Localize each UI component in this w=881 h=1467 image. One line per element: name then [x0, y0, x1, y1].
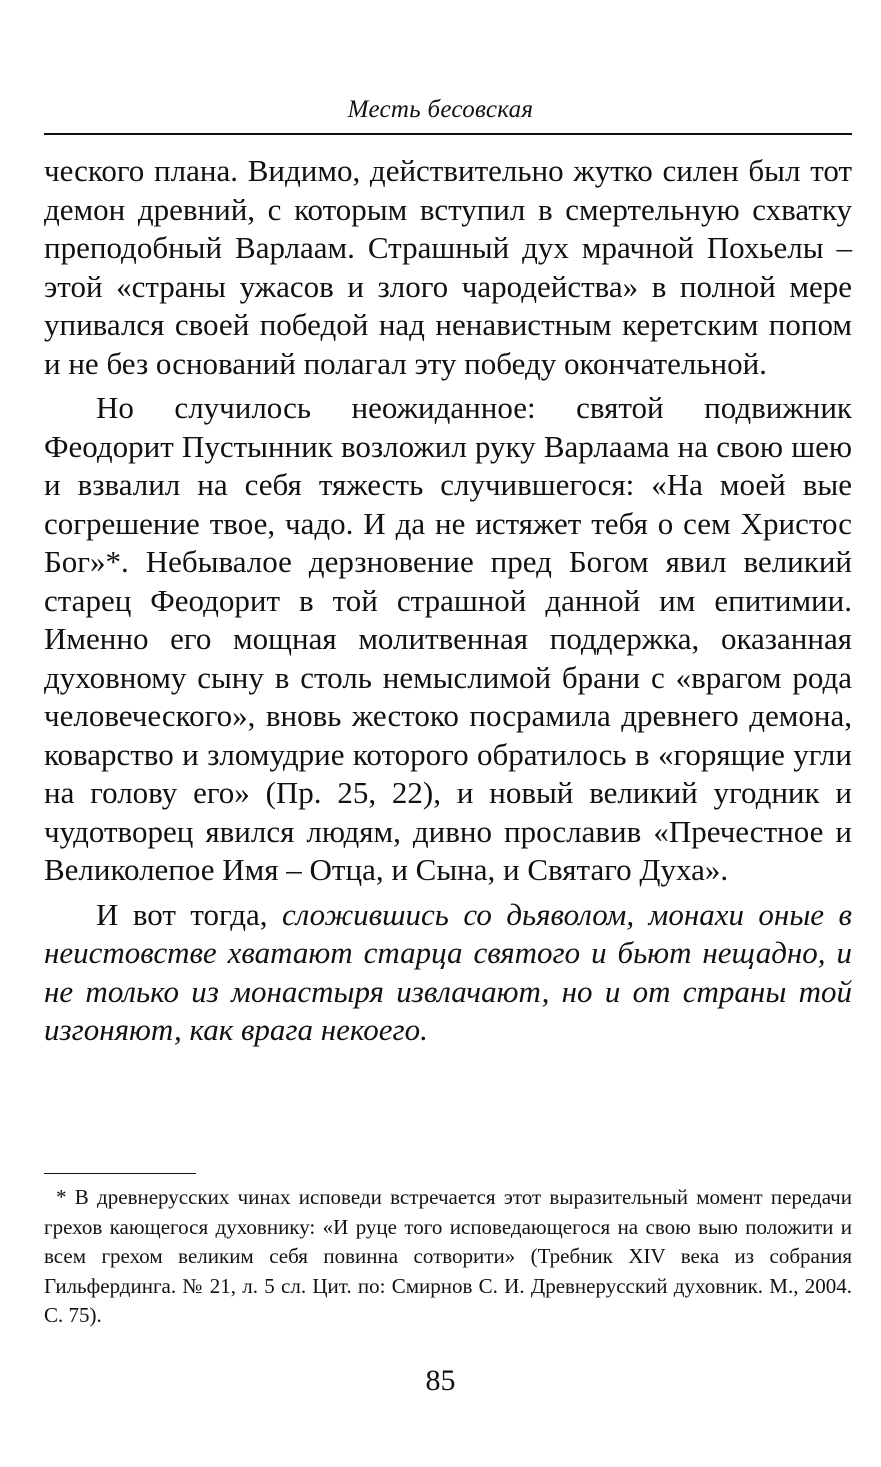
header-rule — [44, 133, 852, 135]
paragraph-2: Но случилось неожиданное: святой подвижник Феодорит Пустынник возложил руку Варлаама на свою шею и взвалил на себя тяжесть случившегося: «На моей вые согрешение твое, чадо. И да не истяжет тебя о сем Христос Бог»*. Небывалое дерзновение пред Богом явил великий старец Феодорит в той страшной данной им епитимии. Именно его мощная молитвенная поддержка, оказанная духовному сыну в столь немыслимой брани с «врагом рода человеческого», вновь жестоко посрамила древнего демона, коварство и зломудрие которого обратилось в «горящие угли на голову его» (Пр. 25, 22), и новый великий угодник и чудотворец явился людям, дивно прославив «Пречестное и Великолепое Имя – Отца, и Сына, и Святаго Духа». — [44, 390, 852, 887]
paragraph-1: ческого плана. Видимо, действительно жутко силен был тот демон древний, с которым вступил в смертельную схватку преподобный Варлаам. Страшный дух мрачной Похьелы – этой «страны ужасов и злого чародейства» в полной мере упивался своей победой над ненавистным керетским попом и не без оснований полагал эту победу окончательной. — [44, 153, 852, 381]
footnote-rule — [44, 1173, 196, 1174]
paragraph-3 — [44, 896, 852, 1050]
running-head: Месть бесовская — [347, 96, 534, 123]
footnote — [44, 1183, 852, 1331]
paragraph-3-lead: И вот тогда, — [96, 896, 282, 932]
main-text — [44, 152, 852, 1050]
footnote-marker: * — [56, 1185, 67, 1209]
paragraph-3-italic: сложившись со дьяволом, монахи оные в неистовстве хватают старца святого и бьют нещадно, и не только из монастыря извлачают, но и от страны той изгоняют, как врага некоего. — [44, 896, 852, 1047]
footnote-text: В древнерусских чинах исповеди встречается этот выразительный момент передачи грехов кающегося духовнику: «И руце того исповедающегося на свою выю положити и всем грехом великим себя повинна сотворити» (Требник XIV века из собрания Гильфердинга. № 21, л. 5 сл. Цит. по: Смирнов С. И. Древнерусский духовник. М., 2004. С. 75). — [44, 1185, 852, 1327]
page-number: 85 — [425, 1364, 456, 1397]
